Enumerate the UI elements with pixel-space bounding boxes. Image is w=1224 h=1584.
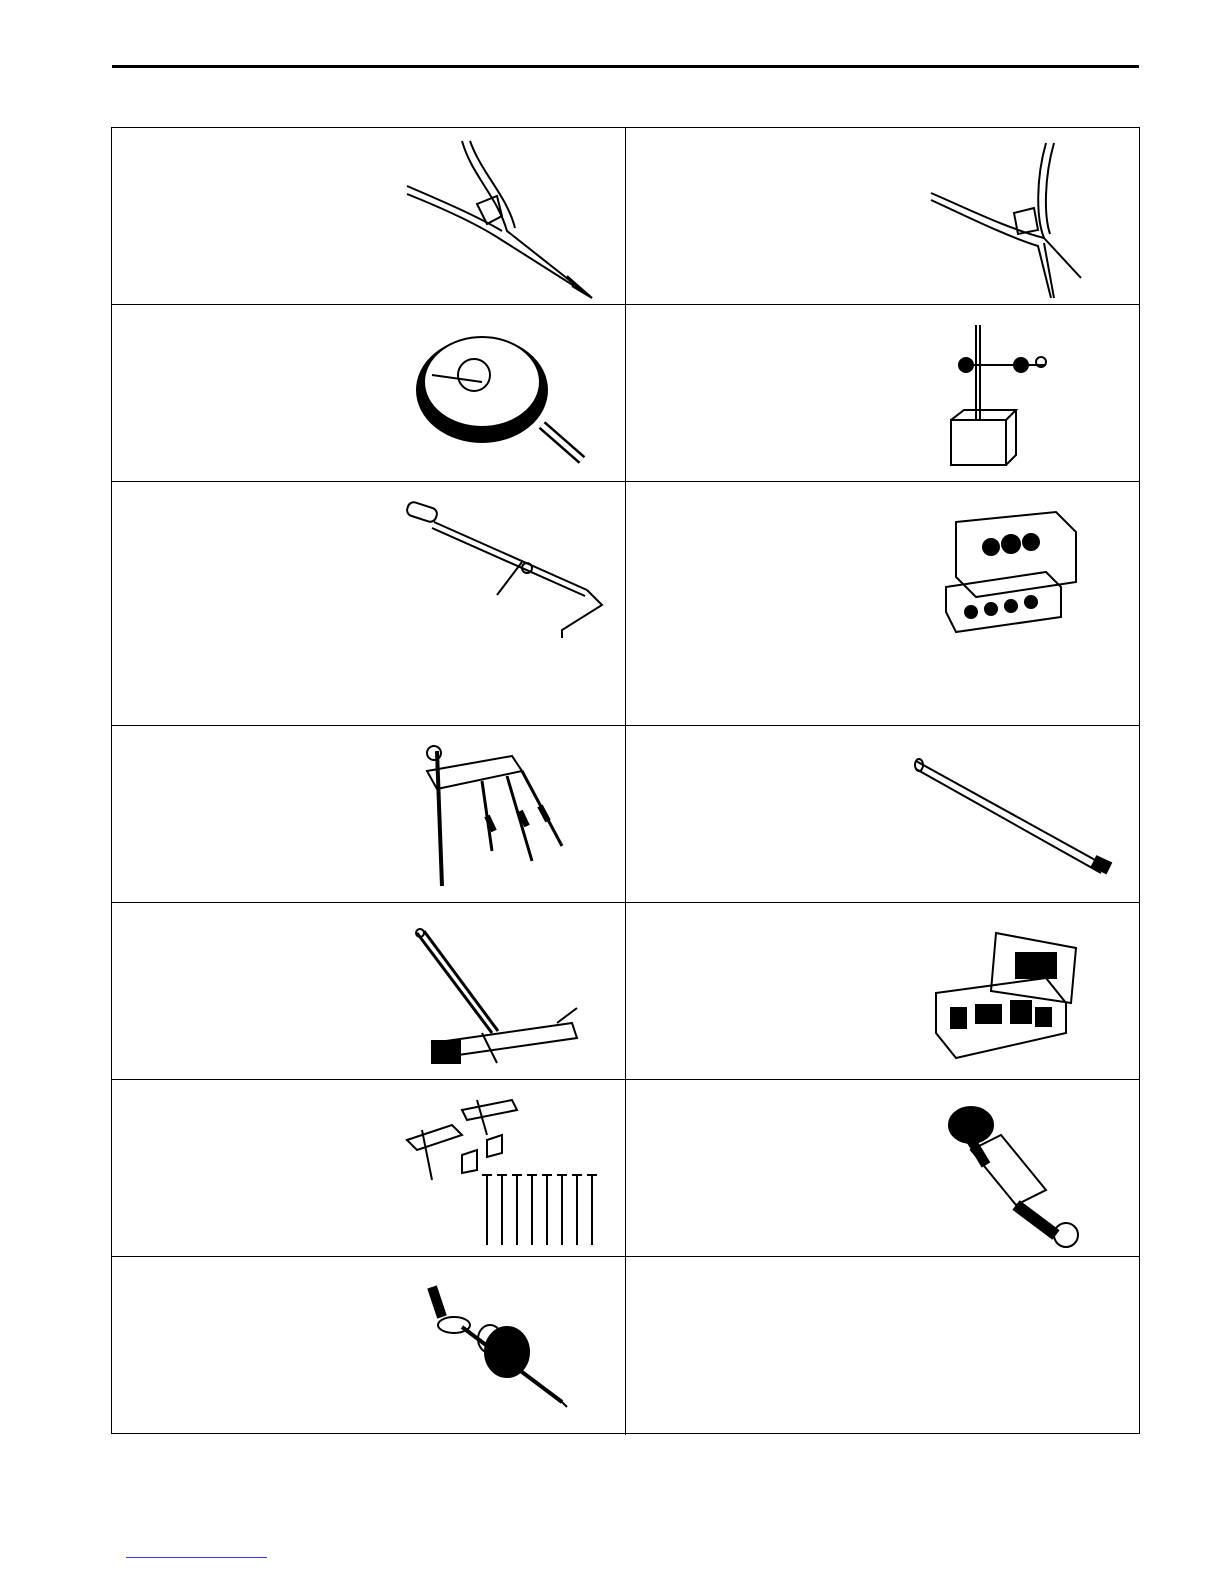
table-row bbox=[112, 1080, 1139, 1257]
tool-cell bbox=[112, 128, 626, 304]
snap-ring-pliers-closing-icon bbox=[402, 136, 602, 301]
long-rod-icon bbox=[911, 751, 1121, 881]
tool-cell bbox=[626, 1080, 1139, 1256]
footer-link-underline[interactable] bbox=[126, 1557, 267, 1558]
table-row bbox=[112, 903, 1139, 1080]
tool-cell bbox=[112, 482, 626, 725]
sliding-hammer-icon bbox=[412, 1277, 582, 1417]
tool-cell bbox=[626, 305, 1139, 481]
holder-wrench-icon bbox=[412, 923, 582, 1068]
tool-cell bbox=[112, 726, 626, 902]
table-row bbox=[112, 1257, 1139, 1435]
tool-cell bbox=[112, 305, 626, 481]
table-row bbox=[112, 128, 1139, 305]
gauge-rod-icon bbox=[402, 500, 612, 645]
magnetic-stand-icon bbox=[936, 320, 1066, 470]
header-rule bbox=[112, 65, 1139, 68]
table-row bbox=[112, 305, 1139, 482]
snap-ring-pliers-opening-icon bbox=[926, 138, 1106, 303]
bolt-puller-set-icon bbox=[402, 1095, 602, 1250]
tool-cell bbox=[626, 482, 1139, 725]
dial-gauge-icon bbox=[412, 320, 592, 470]
bearing-puller-icon bbox=[412, 741, 582, 891]
tool-cell bbox=[626, 726, 1139, 902]
tool-cell bbox=[112, 1080, 626, 1256]
knurled-remover-icon bbox=[936, 1095, 1096, 1250]
special-tools-table bbox=[111, 127, 1140, 1434]
table-row bbox=[112, 726, 1139, 903]
tool-cell bbox=[112, 903, 626, 1079]
tool-cell bbox=[626, 903, 1139, 1079]
tool-cell bbox=[626, 128, 1139, 304]
table-row bbox=[112, 482, 1139, 726]
tool-cell-empty bbox=[626, 1257, 1139, 1435]
tool-cell bbox=[112, 1257, 626, 1435]
tool-kit-case-icon bbox=[926, 923, 1096, 1068]
bearing-installer-set-icon bbox=[936, 502, 1086, 632]
